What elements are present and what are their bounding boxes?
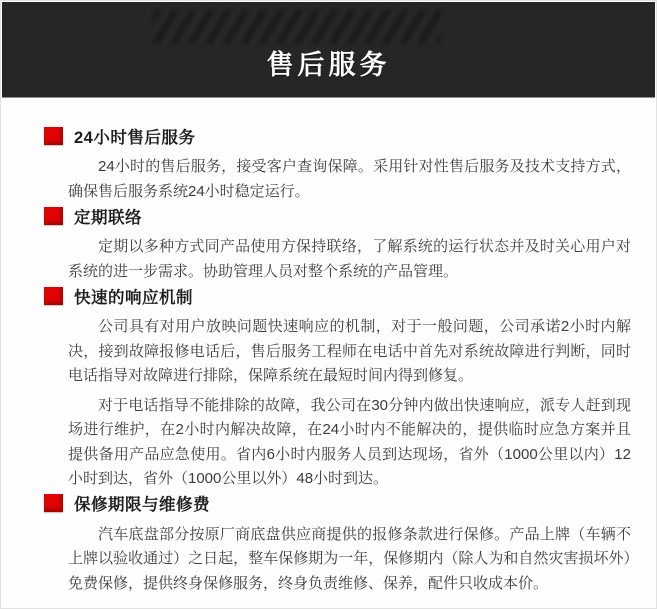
section-regular-contact <box>44 206 629 284</box>
section-body <box>68 523 631 597</box>
page-title: 售后服务 <box>266 50 391 80</box>
red-square-bullet-icon <box>44 494 63 512</box>
section-heading-row <box>44 494 629 513</box>
section-fast-response <box>44 286 629 492</box>
section-24h-service <box>44 126 629 204</box>
section-title: 定期联络 <box>74 208 142 227</box>
section-warranty-fees <box>44 494 629 597</box>
section-body <box>68 315 631 492</box>
page-banner <box>2 2 655 98</box>
section-paragraph: 24小时的售后服务，接受客户查询保障。采用针对性售后服务及技术支持方式，确保售后服务系统24小时稳定运行。 <box>68 158 631 200</box>
section-title: 快速的响应机制 <box>74 288 193 307</box>
red-square-bullet-icon <box>44 207 63 225</box>
section-heading-row <box>44 206 629 225</box>
banner-watermark <box>150 10 445 44</box>
section-body <box>68 235 631 284</box>
red-square-bullet-icon <box>44 287 63 305</box>
content-area <box>1 98 656 596</box>
section-heading-row <box>44 286 629 305</box>
section-body <box>68 155 631 204</box>
section-paragraph: 定期以多种方式同产品使用方保持联络，了解系统的运行状态并及时关心用户对系统的进一步需求。协助管理人员对整个系统的产品管理。 <box>68 238 631 280</box>
section-paragraph: 公司具有对用户放映问题快速响应的机制，对于一般问题，公司承诺2小时内解决，接到故障报修电话后，售后服务工程师在电话中首先对系统故障进行判断，同时电话指导对故障进行排除，保障系统在最短时间内得到修复。 <box>68 318 631 384</box>
section-heading-row <box>44 126 629 145</box>
section-title: 24小时售后服务 <box>74 128 196 147</box>
section-paragraph: 对于电话指导不能排除的故障，我公司在30分钟内做出快速响应，派专人赶到现场进行维护，在2小时内解决故障，在24小时内不能解决的，提供临时应急方案并且提供备用产品应急使用。省内6小时内服务人员到达现场，省外（1000公里以内）12小时到达，省外（1000公里以外）48小时到达。 <box>68 396 631 487</box>
section-title: 保修期限与维修费 <box>74 496 210 514</box>
section-paragraph: 汽车底盘部分按原厂商底盘供应商提供的报修条款进行保修。产品上牌（车辆不上牌以验收通过）之日起，整车保修期为一年，保修期内（除人为和自然灾害损坏外）免费保修，提供终身保修服务，终身负责维修、保养，配件只收成本价。 <box>68 525 631 592</box>
red-square-bullet-icon <box>44 127 63 145</box>
